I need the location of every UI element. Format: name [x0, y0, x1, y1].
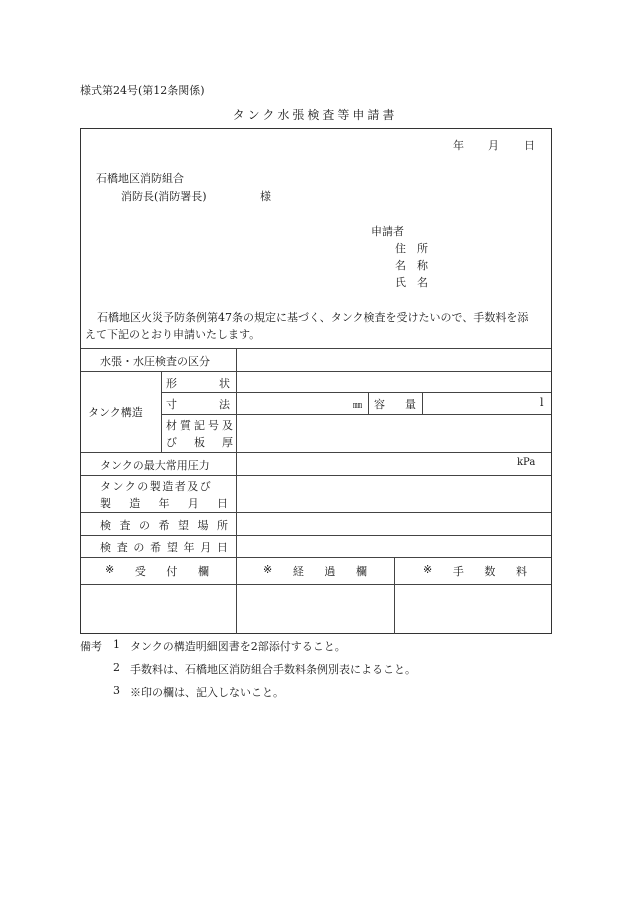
row-divider	[81, 475, 551, 476]
notes-label: 備考	[80, 640, 102, 653]
form-number: 様式第24号(第12条関係)	[80, 84, 205, 97]
note-text: ※印の欄は、記入しないこと。	[130, 686, 284, 699]
applicant-name-org-label: 名 称	[395, 259, 428, 272]
capacity-unit: l	[540, 396, 544, 409]
maker-label-line-1: タンクの製造者及び	[100, 480, 213, 493]
date-year-label: 年	[453, 139, 464, 152]
material-label-line-1: 材質記号及	[166, 419, 236, 432]
note-text: 手数料は、石橋地区消防組合手数料条例別表によること。	[130, 663, 416, 676]
applicant-address-label: 住 所	[395, 242, 428, 255]
note-text: タンクの構造明細図書を2部添付すること。	[130, 640, 346, 653]
material-label-line-2: び 板 厚	[166, 436, 236, 449]
recipient-honorific: 様	[260, 190, 271, 203]
date-day-label: 日	[524, 139, 535, 152]
row-divider	[81, 535, 551, 536]
row-divider	[81, 452, 551, 453]
dimensions-unit: ㎜	[353, 401, 363, 411]
tank-structure-label: タンク構造	[88, 406, 143, 419]
column-divider	[368, 392, 369, 414]
application-form-frame	[80, 128, 552, 634]
statement-line-2: えて下記のとおり申請いたします。	[85, 328, 261, 341]
capacity-label: 容 量	[374, 398, 416, 411]
applicant-label: 申請者	[371, 225, 404, 238]
maker-label-line-2: 製 造 年 月 日	[100, 497, 228, 510]
dimensions-label: 寸 法	[166, 398, 230, 411]
progress-column-header: ※ 経 過 欄	[263, 563, 367, 578]
date-month-label: 月	[488, 139, 499, 152]
recipient-chief: 消防長(消防署長)	[121, 190, 207, 203]
column-divider	[161, 371, 162, 452]
row-divider	[81, 512, 551, 513]
recipient-org: 石橋地区消防組合	[96, 172, 184, 185]
shape-label: 形 状	[166, 377, 230, 390]
reception-column-header: ※ 受 付 欄	[105, 563, 209, 578]
fee-column-header: ※ 手 数 料	[423, 563, 527, 578]
row-divider	[161, 414, 551, 415]
row-divider	[81, 348, 551, 349]
note-number: 3	[113, 684, 120, 697]
inspection-type-label: 水張・水圧検査の区分	[100, 355, 210, 368]
max-pressure-label: タンクの最大常用圧力	[100, 459, 210, 472]
note-number: 2	[113, 661, 120, 674]
statement-line-1: 石橋地区火災予防条例第47条の規定に基づく、タンク検査を受けたいので、手数料を添	[97, 311, 529, 324]
row-divider	[81, 371, 551, 372]
column-divider	[236, 348, 237, 634]
pressure-unit: kPa	[517, 457, 536, 468]
inspection-date-label: 検 査 の 希 望 年 月 日	[100, 541, 228, 554]
row-divider	[161, 392, 551, 393]
document-title: タンク水張検査等申請書	[232, 108, 398, 122]
note-number: 1	[113, 638, 120, 651]
inspection-place-label: 検 査 の 希 望 場 所	[100, 519, 228, 532]
column-divider	[422, 392, 423, 414]
applicant-name-person-label: 氏 名	[395, 276, 428, 289]
column-divider	[394, 557, 395, 634]
row-divider	[81, 584, 551, 585]
row-divider	[81, 557, 551, 558]
